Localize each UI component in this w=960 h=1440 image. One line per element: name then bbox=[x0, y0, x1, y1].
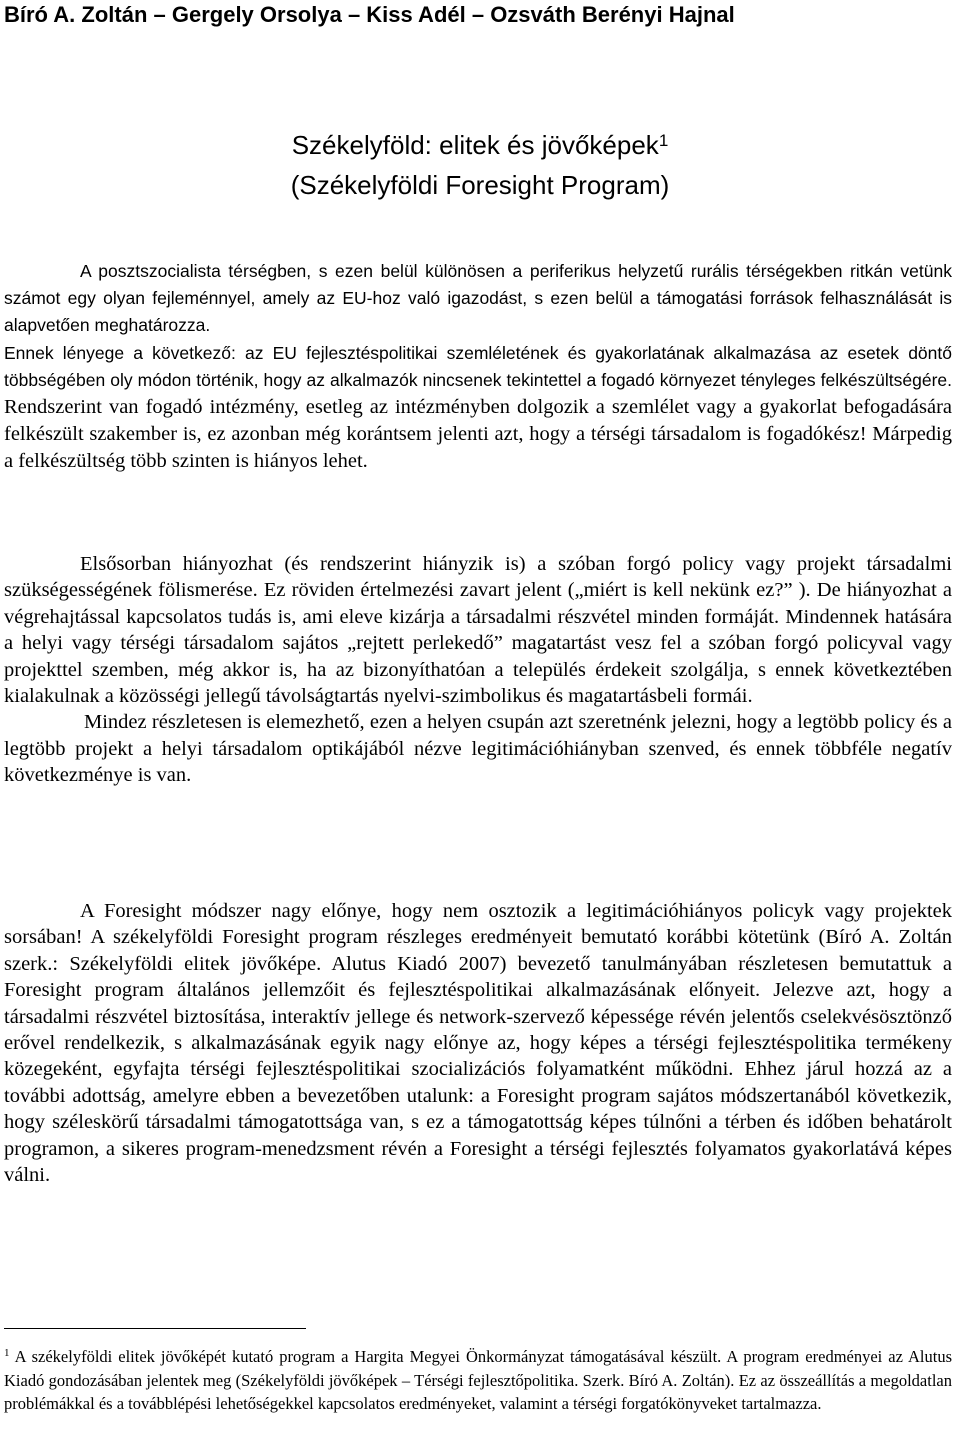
footnote bbox=[4, 1345, 952, 1416]
title-footnote-mark: 1 bbox=[658, 131, 669, 150]
footnote-divider bbox=[4, 1328, 306, 1329]
paragraph-legitimacy-text-b: Mindez részletesen is elemezhető, ezen a helyen csupán azt szeretnénk jelezni, hogy a legtöbb policy és a legtöbb projekt a helyi társadalom optikájából nézve legitimációhiányban szenved, és ennek többféle negatív következménye is van. bbox=[4, 711, 952, 787]
paragraph-essence-text-a: Ennek lényege a következő: az EU fejlesztéspolitikai szemléletének és gyakorlatának alkalmazása az esetek döntő többségében oly módon történik, hogy az alkalmazók nincsenek tekintettel a fogadó környezet tényleges felkészültségére. bbox=[4, 343, 952, 390]
paragraph-foresight-text: A Foresight módszer nagy előnye, hogy nem osztozik a legitimációhiányos policyk vagy projektek sorsában! A székelyföldi Foresight program részleges eredményeit bemutató korábbi kötetünk (Bíró A. Zoltán szerk.: Székelyföldi elitek jövőképe. Alutus Kiadó 2007) bevezető tanulmányában részletesen bemutattuk a Foresight program általános jellemzőit és fejlesztéspolitikai alkalmazásának előnyeit. Jelezve azt, hogy a társadalmi részvétel biztosítása, interaktív jellege és network-szervező képessége révén jelentős cselekvésösztönző erővel rendelkezik, s alkalmazásának egyik nagy előnye az, hogy képes a térségi fejlesztéspolitika termékeny közegeként, egyfajta térségi fejlesztéspolitikai szocializációs folyamatként működni. Ehhez járul hozzá az a további adottság, amelyre ebben a bevezetőben utalunk: a Foresight program sajátos módszertanából következik, hogy széleskörű társadalmi támogatottsága van, s ez a támogatottság képes túlnőni a térben és időben behatárolt programon, a sikeres program-menedzsment révén a Foresight a térségi fejlesztés folyamatos gyakorlatává képes válni. bbox=[4, 900, 952, 1187]
paragraph-foresight bbox=[4, 898, 952, 1188]
paragraph-legitimacy-text-a: Elsősorban hiányozhat (és rendszerint hiányzik is) a szóban forgó policy vagy projekt társadalmi szükségességének fölismerése. Ez röviden értelmezési zavart jelent („miért is kell nekünk ez?” ). De hiányozhat a végrehajtással kapcsolatos tudás is, ami eleve kizárja a társadalmi részvétel minden formáját. Mindennek hatására a helyi vagy térségi társadalom sajátos „rejtett perlekedő” magatartást vesz fel a szóban forgó policyval vagy projekttel szemben, még akkor is, ha az bizonyíthatóan a település érdekeit szolgálja, s ennek következtében kialakulnak a közösségi jellegű távolságtartás nyelvi-szimbolikus és magatartásbeli formái. bbox=[4, 553, 952, 708]
paragraph-intro-text: A posztszocialista térségben, s ezen belül különösen a periferikus helyzetű rurális térségekben ritkán vetünk számot egy olyan fejleménnyel, amely az EU-hoz való igazodást, s ezen belül a támogatási források felhasználását is alapvetően meghatározza. bbox=[4, 261, 952, 335]
title-text: Székelyföld: elitek és jövőképek bbox=[291, 130, 659, 160]
footnote-mark: 1 bbox=[4, 1347, 10, 1359]
page-subtitle: (Székelyföldi Foresight Program) bbox=[290, 170, 670, 200]
paragraph-intro bbox=[4, 258, 952, 339]
page-title bbox=[0, 128, 960, 162]
paragraph-essence bbox=[4, 340, 952, 475]
author-line: Bíró A. Zoltán – Gergely Orsolya – Kiss Adél – Ozsváth Berényi Hajnal bbox=[4, 2, 735, 27]
paragraph-essence-text-b: Rendszerint van fogadó intézmény, esetleg az intézményben dolgozik a szemlélet vagy a gyakorlat befogadására felkészült szakember is, ez azonban még korántsem jelenti azt, hogy a térségi társadalom is fogadókész! Márpedig a felkészültség több szinten is hiányos lehet. bbox=[4, 396, 952, 472]
paragraph-legitimacy bbox=[4, 551, 952, 789]
footnote-text: A székelyföldi elitek jövőképét kutató program a Hargita Megyei Önkormányzat támogatásával készült. A program eredményei az Alutus Kiadó gondozásában jelentek meg (Székelyföldi jövőképek – Térségi fejlesztőpolitika. Szerk. Bíró A. Zoltán). Ez az összeállítás a megoldatlan problémákkal és a továbblépési lehetőségekkel kapcsolatos eredményeket, valamint a térségi forgatókönyveket tartalmazza. bbox=[4, 1347, 952, 1413]
